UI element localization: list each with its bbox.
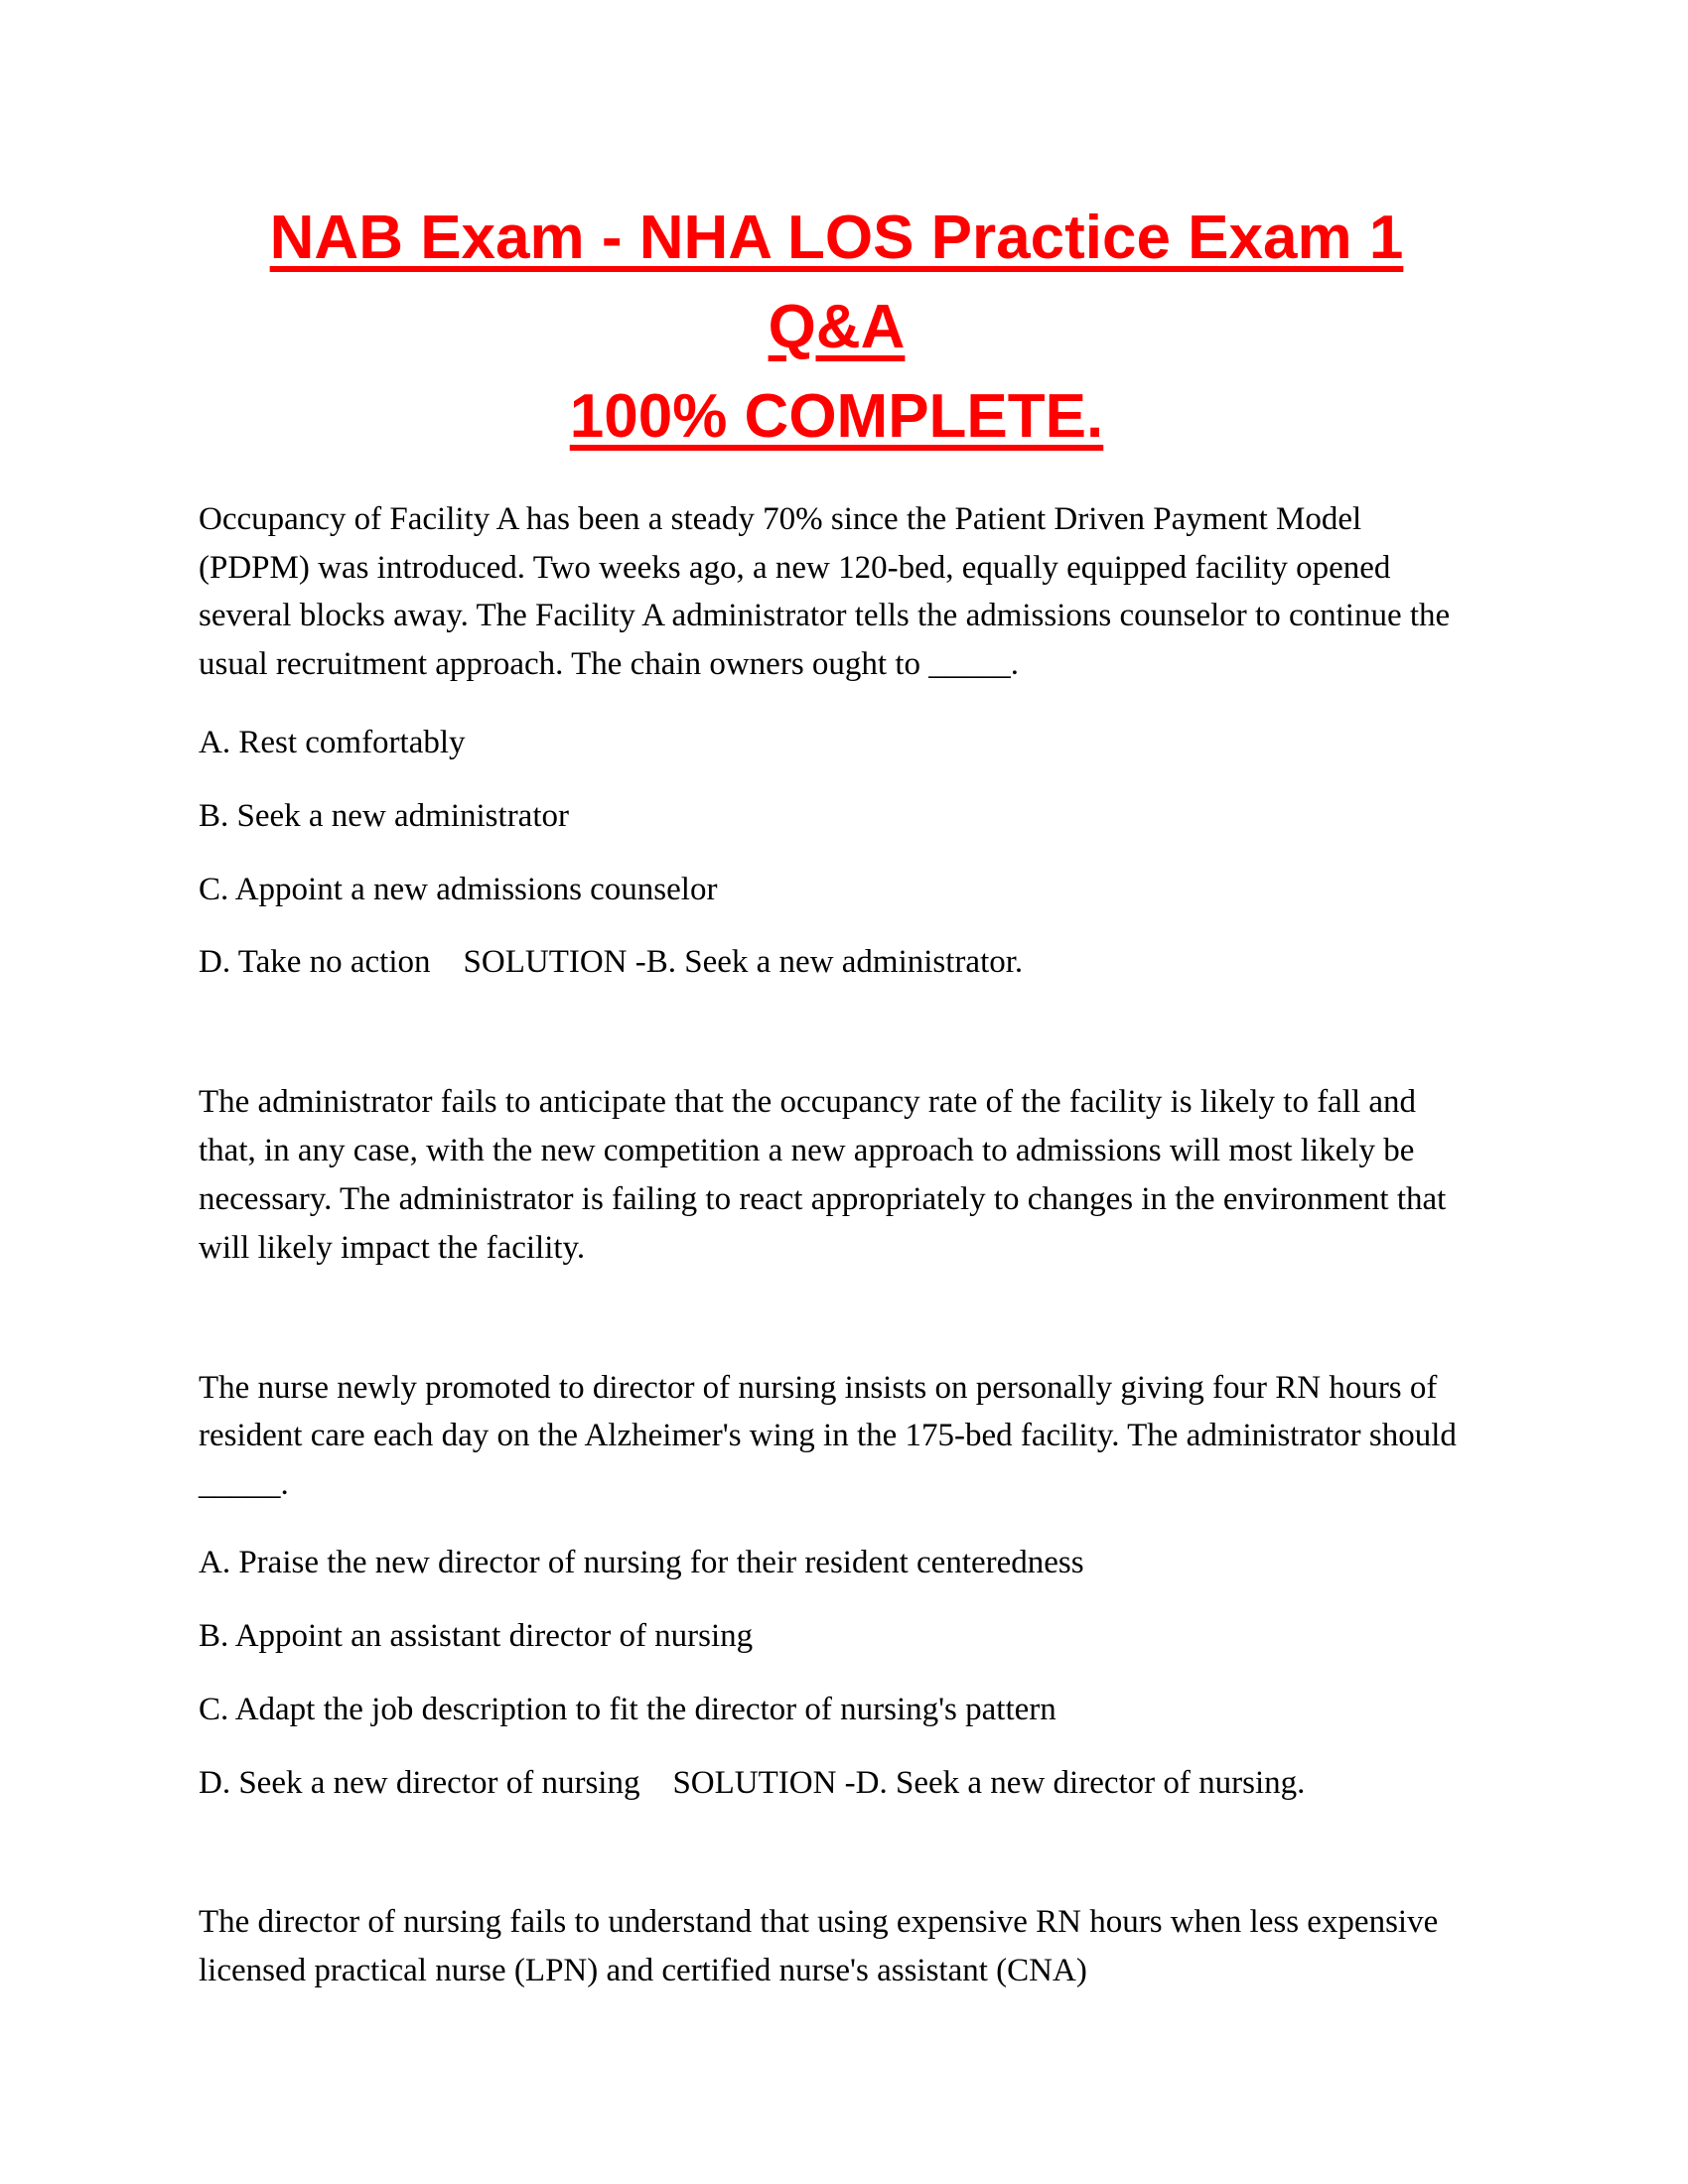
question-2-option-c: C. Adapt the job description to fit the director of nursing's pattern (199, 1691, 1056, 1727)
question-1-option-c: C. Appoint a new admissions counselor (199, 871, 718, 907)
question-1-option-b: B. Seek a new administrator (199, 797, 569, 834)
question-2-prompt: The nurse newly promoted to director of nursing insists on personally giving four RN hours of resident care each day on the Alzheimer's wing in the 175-bed facility. The administrator should _____. (199, 1369, 1457, 1503)
question-1-explanation: The administrator fails to anticipate that the occupancy rate of the facility is likely to fall and that, in any case, with the new competition a new approach to admissions will most likely be necessary. The administrator is failing to react appropriately to changes in the environment that will likely impact the facility. (199, 1084, 1447, 1266)
question-1-option-a: A. Rest comfortably (199, 724, 466, 760)
question-1-prompt: Occupancy of Facility A has been a steady 70% since the Patient Driven Payment Model (PDPM) was introduced. Two weeks ago, a new 120-bed, equally equipped facility opened several blocks away. The Facility A administrator tells the admissions counselor to continue the usual recruitment approach. The chain owners ought to _____. (199, 500, 1451, 683)
question-1-option-d-with-solution: D. Take no action SOLUTION -B. Seek a new administrator. (199, 944, 1024, 981)
question-2-explanation-partial: The director of nursing fails to understand that using expensive RN hours when less expensive licensed practical nurse (LPN) and certified nurse's assistant (CNA) (199, 1904, 1439, 1989)
question-2-option-b: B. Appoint an assistant director of nursing (199, 1617, 754, 1654)
page-title-line-2: 100% COMPLETE. (569, 381, 1104, 451)
question-2-option-d-with-solution: D. Seek a new director of nursing SOLUTION -D. Seek a new director of nursing. (199, 1764, 1306, 1801)
page-title (199, 194, 1475, 462)
page-title-line-1: NAB Exam - NHA LOS Practice Exam 1 Q&A (269, 204, 1404, 361)
question-2-option-a: A. Praise the new director of nursing for their resident centeredness (199, 1545, 1084, 1581)
